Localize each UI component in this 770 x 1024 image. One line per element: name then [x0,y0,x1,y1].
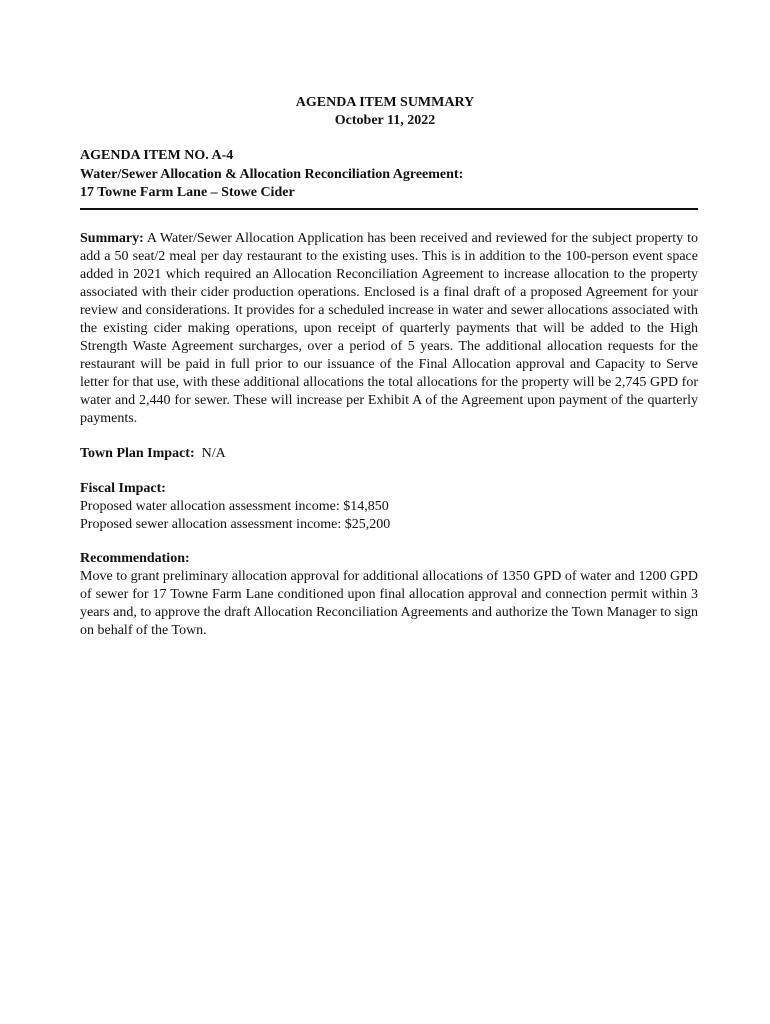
agenda-item-number: AGENDA ITEM NO. A-4 [80,148,234,163]
meeting-date: October 11, 2022 [334,113,436,128]
summary-text: A Water/Sewer Allocation Application has been received and reviewed for the subject property to add a 50 seat/2 meal per day restaurant to the existing uses. This is in addition to the 100-person event space added in 2021 which required an Allocation Reconciliation Agreement to increase allocation to the property associated with their cider production operations. Enclosed is a final draft of a proposed Agreement for your review and considerations. It provides for a scheduled increase in water and sewer allocations associated with the existing cider making operations, upon receipt of quarterly payments that will be added to the High Strength Waste Agreement surcharges, over a period of 5 years. The additional allocation requests for the restaurant will be paid in full prior to our issuance of the Final Allocation approval and Capacity to Serve letter for that use, with these additional allocations the total allocations for the property will be 2,745 GPD for water and 2,440 for sewer. These will increase per Exhibit A of the Agreement upon payment of the quarterly payments. [80,231,698,426]
town-plan-label: Town Plan Impact: [80,446,195,461]
agenda-item-subject-line2: 17 Towne Farm Lane – Stowe Cider [80,185,295,200]
document-title: AGENDA ITEM SUMMARY [295,95,475,110]
summary-section [80,230,698,428]
recommendation-label: Recommendation: [80,551,190,566]
header-divider [80,208,698,210]
town-plan-value: N/A [194,446,226,461]
recommendation-section [80,550,698,640]
fiscal-sewer-income: Proposed sewer allocation assessment income: $25,200 [80,517,391,532]
town-plan-section [80,445,698,463]
agenda-item-subject-line1: Water/Sewer Allocation & Allocation Reconciliation Agreement: [80,166,464,182]
fiscal-impact-label: Fiscal Impact: [80,481,166,496]
fiscal-water-income: Proposed water allocation assessment income: $14,850 [80,499,389,514]
document-header [0,94,770,130]
fiscal-impact-section [80,480,698,534]
summary-label: Summary: [80,231,144,246]
agenda-item-heading [80,147,700,203]
recommendation-text: Move to grant preliminary allocation approval for additional allocations of 1350 GPD of water and 1200 GPD of sewer for 17 Towne Farm Lane conditioned upon final allocation approval and connection permit within 3 years and, to approve the draft Allocation Reconciliation Agreements and authorize the Town Manager to sign on behalf of the Town. [80,569,698,638]
